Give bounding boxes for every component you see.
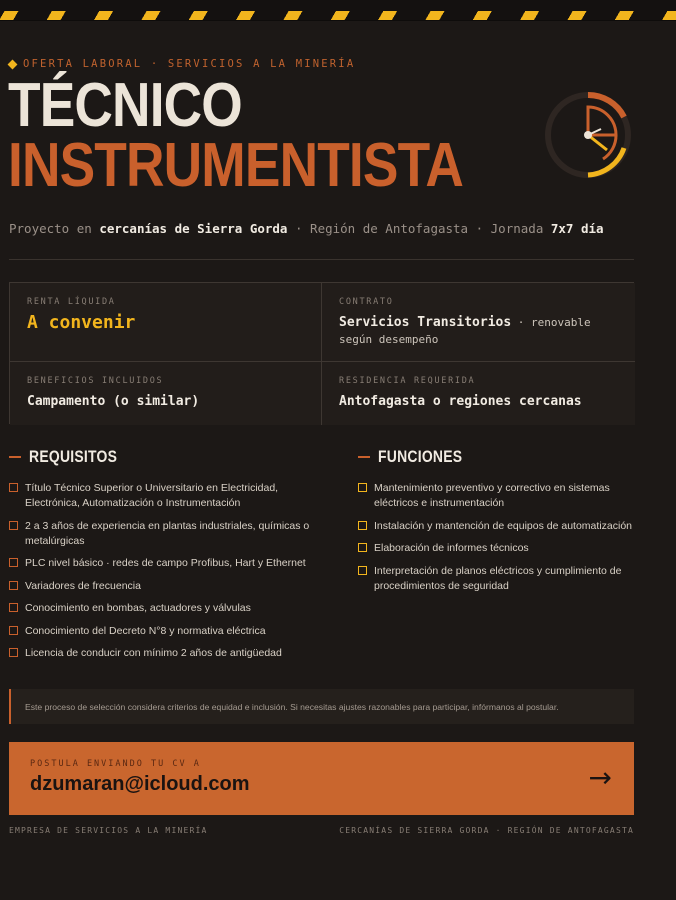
benefits-label: BENEFICIOS INCLUIDOS — [27, 376, 164, 386]
requirements-item-text: Licencia de conducir con mínimo 2 años de antigüedad — [25, 647, 282, 659]
checkbox-icon — [358, 483, 367, 492]
checkbox-icon — [9, 558, 18, 567]
page-title — [8, 71, 463, 200]
requirements-section — [9, 447, 329, 669]
salary-value: A convenir — [27, 312, 136, 333]
salary-label: RENTA LÍQUIDA — [27, 297, 116, 307]
requirements-item-text: Variadores de frecuencia — [25, 579, 141, 592]
requirements-item — [9, 579, 329, 594]
requirements-item — [9, 481, 329, 511]
eyebrow — [9, 58, 355, 70]
functions-list — [358, 481, 634, 594]
functions-item-text: Mantenimiento preventivo y correctivo en sistemas eléctricos e instrumentación — [374, 482, 610, 509]
footer-location: CERCANÍAS DE SIERRA GORDA · REGIÓN DE ANTOFAGASTA — [339, 826, 634, 835]
functions-item — [358, 541, 634, 556]
clock-icon — [543, 90, 633, 180]
requirements-item — [9, 624, 329, 639]
checkbox-icon — [9, 603, 18, 612]
benefits-value: Campamento (o similar) — [27, 394, 200, 409]
requirements-item — [9, 601, 329, 616]
requirements-item-text: Conocimiento del Decreto N°8 y normativa eléctrica — [25, 624, 266, 637]
diamond-icon — [8, 59, 18, 69]
subtitle-part-2: · Región de Antofagasta · Jornada — [287, 221, 551, 236]
salary-cell — [10, 283, 322, 362]
notice-text: Este proceso de selección considera criterios de equidad e inclusión. Si necesitas ajustes razonables para participar, infórmanos al postular. — [25, 701, 559, 712]
checkbox-icon — [9, 648, 18, 657]
residence-cell — [322, 362, 635, 425]
requirements-item-text: 2 a 3 años de experiencia en plantas industriales, químicas o metalúrgicas — [25, 519, 310, 547]
functions-item — [358, 481, 634, 511]
benefits-cell — [10, 362, 322, 425]
checkbox-icon — [358, 566, 367, 575]
requirements-item — [9, 519, 329, 549]
checkbox-icon — [358, 543, 367, 552]
inclusion-notice — [9, 689, 634, 724]
functions-section — [358, 447, 634, 601]
requirements-item — [9, 646, 329, 661]
title-line-2: INSTRUMENTISTA — [8, 131, 463, 200]
contract-cell — [322, 283, 635, 362]
dash-icon — [9, 456, 21, 458]
functions-item — [358, 519, 634, 534]
contract-label: CONTRATO — [339, 297, 394, 307]
subtitle-shift: 7x7 día — [550, 221, 604, 236]
functions-heading-text: FUNCIONES — [378, 447, 463, 466]
details-grid — [9, 282, 634, 424]
eyebrow-text: OFERTA LABORAL · SERVICIOS A LA MINERÍA — [23, 58, 356, 70]
residence-label: RESIDENCIA REQUERIDA — [339, 376, 476, 386]
checkbox-icon — [358, 521, 367, 530]
functions-item-text: Elaboración de informes técnicos — [374, 542, 529, 554]
requirements-list — [9, 481, 329, 661]
residence-value: Antofagasta o regiones cercanas — [339, 394, 582, 409]
contract-value — [339, 314, 618, 348]
subtitle-place: cercanías de Sierra Gorda — [99, 221, 288, 236]
subtitle-part-1: Proyecto en — [9, 221, 100, 236]
divider — [9, 259, 634, 260]
apply-email-link[interactable]: dzumaran@icloud.com — [30, 773, 250, 795]
checkbox-icon — [9, 626, 18, 635]
hazard-stripe-band — [0, 0, 676, 21]
contract-type: Servicios Transitorios — [339, 315, 512, 330]
functions-heading — [358, 447, 634, 467]
requirements-item-text: Conocimiento en bombas, actuadores y válvulas — [25, 602, 251, 614]
requirements-item — [9, 556, 329, 571]
requirements-heading-text: REQUISITOS — [29, 447, 118, 466]
title-line-1: TÉCNICO — [8, 71, 242, 140]
project-subtitle — [9, 221, 604, 236]
apply-label: POSTULA ENVIANDO TU CV A — [30, 759, 201, 769]
apply-banner[interactable] — [9, 742, 634, 815]
requirements-item-text: Título Técnico Superior o Universitario en Electricidad, Electrónica, Automatización o Instrumentación — [25, 482, 279, 509]
checkbox-icon — [9, 521, 18, 530]
arrow-right-icon[interactable]: → — [588, 761, 612, 794]
checkbox-icon — [9, 483, 18, 492]
footer-company: EMPRESA DE SERVICIOS A LA MINERÍA — [9, 826, 208, 835]
requirements-item-text: PLC nivel básico · redes de campo Profibus, Hart y Ethernet — [25, 557, 306, 569]
requirements-heading — [9, 447, 329, 467]
functions-item-text: Instalación y mantención de equipos de automatización — [374, 519, 632, 532]
checkbox-icon — [9, 581, 18, 590]
dash-icon — [358, 456, 370, 458]
contract-note: · renovable según desempeño — [339, 316, 591, 346]
functions-item — [358, 564, 634, 594]
functions-item-text: Interpretación de planos eléctricos y cumplimiento de procedimientos de seguridad — [374, 564, 622, 592]
